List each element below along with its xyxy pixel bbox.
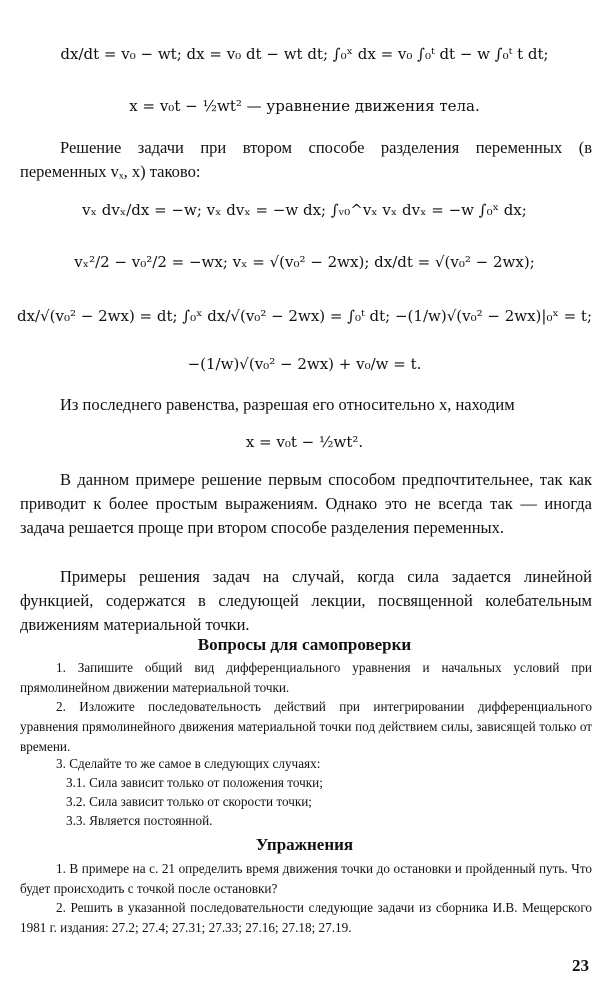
formula-separation-2: vₓ²/2 − v₀²/2 = −wx; vₓ = √(v₀² − 2wx); dx/dt = √(v₀² − 2wx); [74,253,535,271]
formula-motion-equation: x = v₀t − ½wt² — уравнение движения тела. [129,97,480,115]
exercise-1: 1. В примере на с. 21 определить время движения точки до остановки и пройденный путь. Что будет происходить с точкой после остановки? [20,861,592,896]
exercises-heading: Упражнения [255,835,354,854]
formula-separation-3: dx/√(v₀² − 2wx) = dt; ∫₀ˣ dx/√(v₀² − 2wx) = ∫₀ᵗ dt; −(1/w)√(v₀² − 2wx)|₀ˣ = t; [16,307,593,325]
question-2: 2. Изложите последовательность действий при интегрировании дифференциального уравнения прямолинейного движения материальной точки под действием силы, зависящей только от времени. [20,699,592,754]
page-number: 23 [572,956,589,975]
paragraph-solving: Из последнего равенства, разрешая его относительно x, находим [60,395,515,414]
paragraph-comparison: В данном примере решение первым способом предпочтительнее, так как приводит к более простым выражениям. Однако это не всегда так — иногда задача решается проще при втором способе разделения переменных. [20,470,592,537]
questions-heading: Вопросы для самопроверки [197,635,412,654]
paragraph-second-method: Решение задачи при втором способе разделения переменных (в переменных vₓ, x) таково: [20,138,592,181]
question-3-2: 3.2. Сила зависит только от скорости точки; [66,794,312,809]
formula-velocity-integral: dx/dt = v₀ − wt; dx = v₀ dt − wt dt; ∫₀ˣ dx = v₀ ∫₀ᵗ dt − w ∫₀ᵗ t dt; [60,45,549,63]
exercise-2: 2. Решить в указанной последовательности следующие задачи из сборника И.В. Мещерского 1981 г. издания: 27.2; 27.4; 27.31; 27.33; 27.16; 27.18; 27.19. [20,900,592,935]
formula-separation-4: −(1/w)√(v₀² − 2wx) + v₀/w = t. [187,355,422,373]
paragraph-examples: Примеры решения задач на случай, когда сила задается линейной функцией, содержатся в следующей лекции, посвященной колебательным движениям материальной точки. [20,567,592,634]
question-3: 3. Сделайте то же самое в следующих случаях: [56,756,321,771]
question-1: 1. Запишите общий вид дифференциального уравнения и начальных условий при прямолинейном движении материальной точки. [20,660,592,695]
question-3-1: 3.1. Сила зависит только от положения точки; [66,775,323,790]
formula-separation-1: vₓ dvₓ/dx = −w; vₓ dvₓ = −w dx; ∫ᵥ₀^vₓ vₓ dvₓ = −w ∫₀ˣ dx; [82,201,527,219]
question-3-3: 3.3. Является постоянной. [66,813,213,828]
formula-result: x = v₀t − ½wt². [245,433,364,451]
